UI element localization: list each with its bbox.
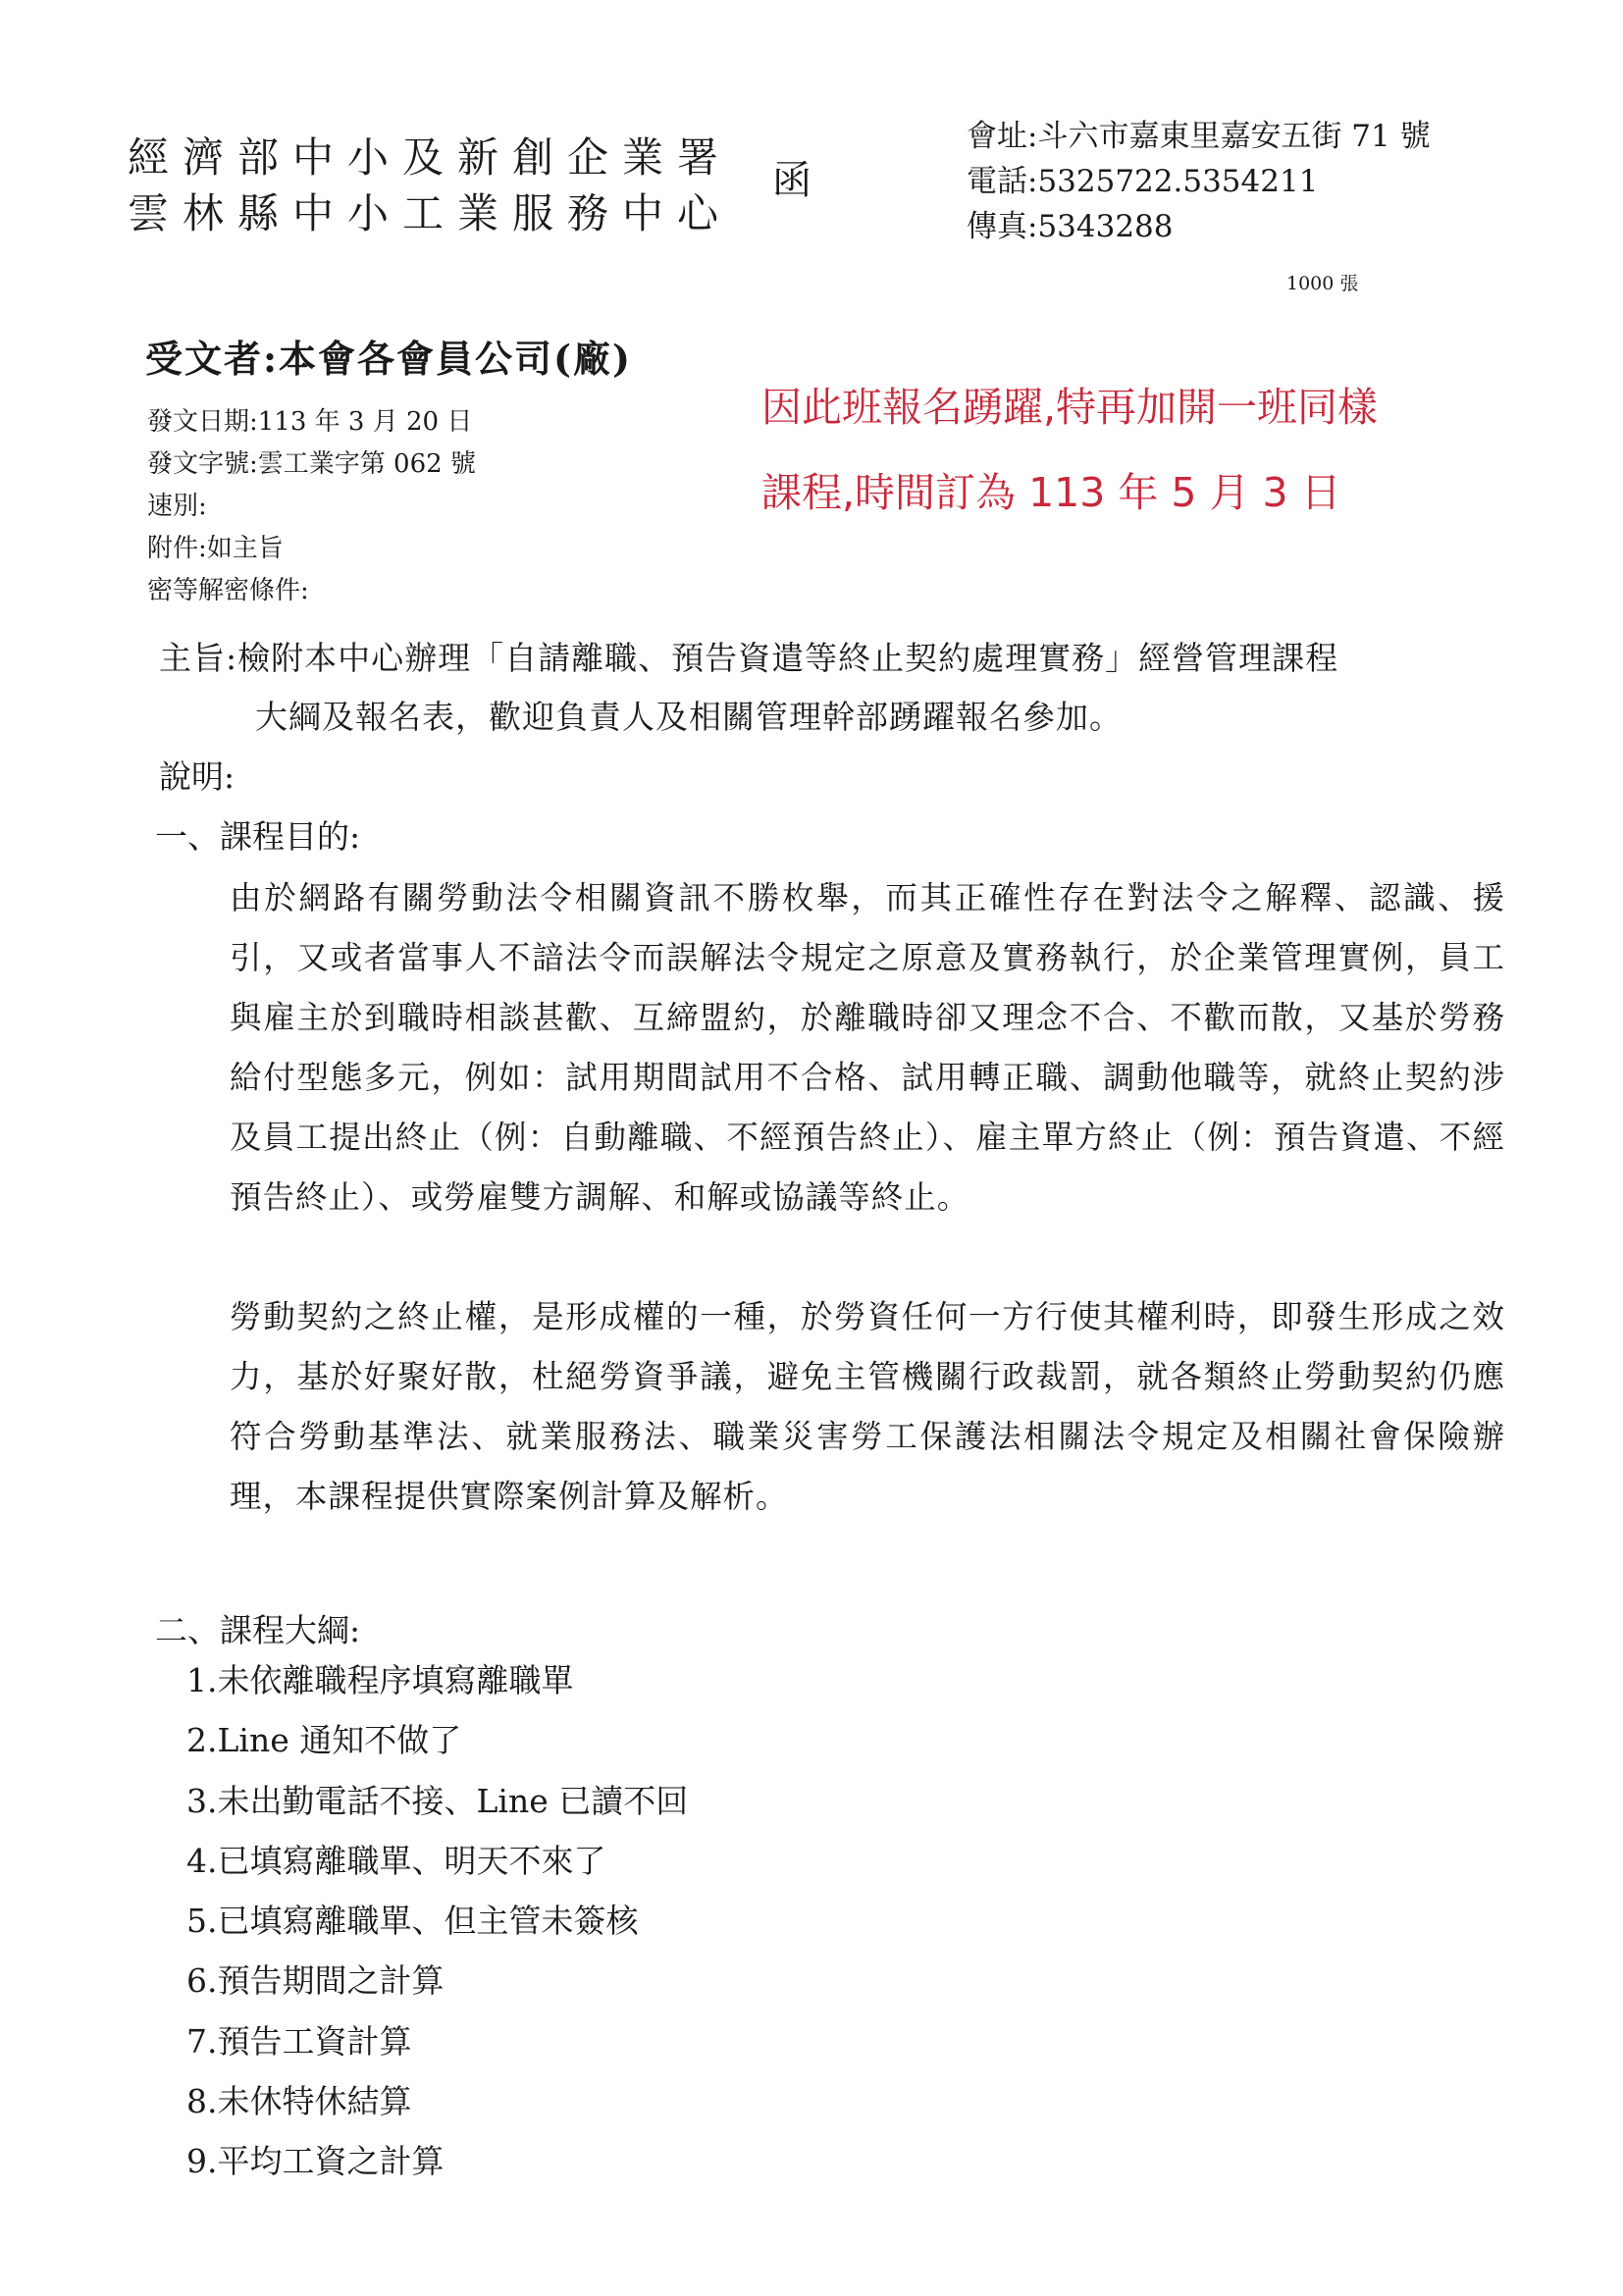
attachment-field: 附件:如主旨 bbox=[147, 534, 284, 563]
course-outline-list bbox=[186, 1650, 688, 2192]
subject-block bbox=[159, 629, 1338, 747]
document-type: 函 bbox=[772, 158, 812, 203]
list-item: 4.已填寫離職單、明天不來了 bbox=[186, 1841, 606, 1880]
sender-block bbox=[128, 130, 732, 241]
copies-count: 1000 張 bbox=[1286, 273, 1359, 294]
section-1-paragraph-1: 由於網路有關勞動法令相關資訊不勝枚舉，而其正確性存在對法令之解釋、認識、援引，又或者當事人不諳法令而誤解法令規定之原意及實務執行，於企業管理實例，員工與雇主於到職時相談甚歡、互締盟約，於離職時卻又理念不合、不歡而散，又基於勞務給付型態多元，例如：試用期間試用不合格、試用轉正職、調動他職等，就終止契約涉及員工提出終止（例：自動離職、不經預告終止）、雇主單方終止（例：預告資遣、不經預告終止）、或勞雇雙方調解、和解或協議等終止。 bbox=[230, 879, 1505, 1216]
list-item: 6.預告期間之計算 bbox=[186, 1961, 445, 2001]
list-item: 9.平均工資之計算 bbox=[186, 2142, 445, 2181]
added-class-note bbox=[761, 365, 1378, 536]
sender-line-2: 雲林縣中小工業服務中心 bbox=[128, 189, 733, 237]
subject-line-2: 大綱及報名表，歡迎負責人及相關管理幹部踴躍報名參加。 bbox=[255, 698, 1123, 736]
note-line-2: 課程,時間訂為 113 年 5 月 3 日 bbox=[761, 469, 1341, 516]
list-item: 1.未依離職程序填寫離職單 bbox=[186, 1661, 574, 1699]
section-1-heading: 一、課程目的: bbox=[155, 817, 361, 856]
document-number: 發文字號:雲工業字第 062 號 bbox=[147, 449, 476, 479]
explanation-label: 說明: bbox=[159, 757, 236, 796]
classification-field: 密等解密條件: bbox=[147, 576, 309, 605]
issue-date: 發文日期:113 年 3 月 20 日 bbox=[147, 407, 473, 437]
recipient: 受文者:本會各會員公司(廠) bbox=[145, 337, 632, 381]
document-meta bbox=[147, 401, 476, 612]
contact-block bbox=[967, 114, 1431, 249]
address: 會址:斗六市嘉東里嘉安五街 71 號 bbox=[967, 119, 1431, 154]
list-item: 3.未出勤電話不接、Line 已讀不回 bbox=[186, 1781, 689, 1820]
section-2-heading: 二、課程大綱: bbox=[155, 1611, 361, 1649]
list-item: 2.Line 通知不做了 bbox=[186, 1721, 462, 1760]
fax: 傳真:5343288 bbox=[967, 209, 1174, 244]
note-line-1: 因此班報名踴躍,特再加開一班同樣 bbox=[761, 384, 1379, 431]
phone: 電話:5325722.5354211 bbox=[967, 164, 1319, 199]
list-item: 8.未休特休結算 bbox=[186, 2082, 412, 2121]
speed-field: 速別: bbox=[147, 492, 207, 521]
section-1-paragraph-2: 勞動契約之終止權，是形成權的一種，於勞資任何一方行使其權利時，即發生形成之效力，基於好聚好散，杜絕勞資爭議，避免主管機關行政裁罰，就各類終止勞動契約仍應符合勞動基準法、就業服務法、職業災害勞工保護法相關法令規定及相關社會保險辦理，本課程提供實際案例計算及解析。 bbox=[230, 1298, 1505, 1515]
sender-line-1: 經濟部中小及新創企業署 bbox=[128, 133, 733, 182]
list-item: 7.預告工資計算 bbox=[186, 2021, 412, 2061]
subject-line-1: 主旨:檢附本中心辦理「自請離職、預告資遣等終止契約處理實務」經營管理課程 bbox=[159, 639, 1339, 677]
list-item: 5.已填寫離職單、但主管未簽核 bbox=[186, 1902, 639, 1941]
